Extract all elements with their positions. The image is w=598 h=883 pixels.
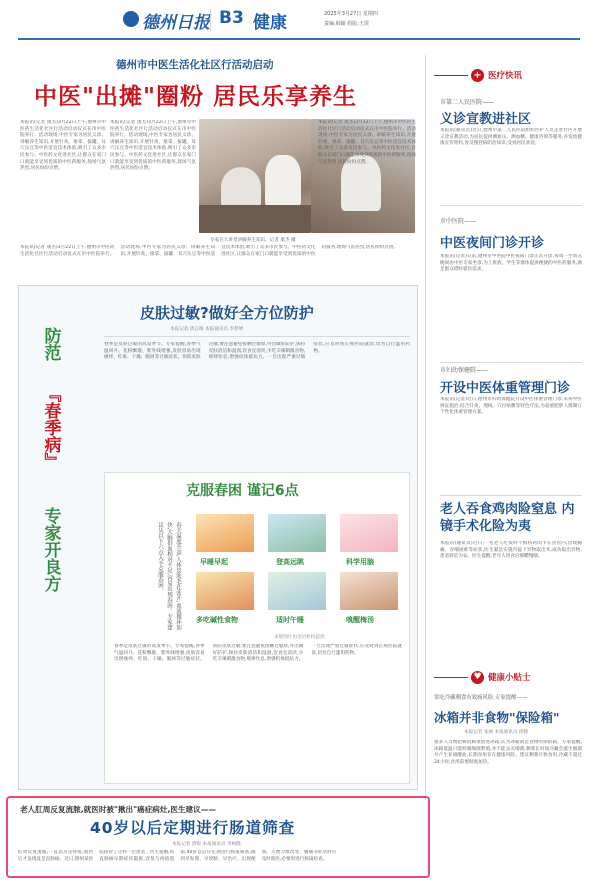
tip-byline: 本报记者 张丽 本报通讯员 徐晓 <box>464 730 529 735</box>
lead-kicker: 德州市中医生活化社区行活动启动 <box>116 59 274 71</box>
editor-line: 责编:韩颖 组版:王震 <box>324 21 369 27</box>
news2-kicker: 市中医院—— <box>440 218 477 225</box>
page-code: B3 <box>219 8 244 28</box>
news3-kicker: 市妇幼保健院—— <box>440 367 489 374</box>
masthead <box>0 0 598 44</box>
spring-vertical-1: 防范 <box>40 327 61 361</box>
tip-label-2: 登高远眺 <box>276 558 304 566</box>
tip-image-3 <box>340 514 398 552</box>
news3-body: 本报讯(记者)近日,德州市妇幼保健院开设中医体重管理门诊,采用中医辨证施治,结合针灸、埋线、穴位贴敷等特色疗法,为超重肥胖人群制订个性化体重管理方案。 <box>440 397 582 416</box>
tip-label-5: 适时午睡 <box>276 616 304 624</box>
section-name: 健康 <box>253 13 287 33</box>
bottom-byline: 本报记者 唐锐 本报通讯员 李树晓 <box>172 842 241 847</box>
spring-body: 春季是皮肤过敏的高发季节。专家提醒,春季气温回升、花粉飘散、紫外线增强,皮肤容易出现瘙痒、红斑、干燥、脱屑等过敏症状。预防皮肤过敏,要注意避免接触过敏原,外出做好防护,保持皮肤清洁和湿润,饮食宜清淡,少吃辛辣刺激食物,规律作息,增强机体抵抗力。一旦出现严重过敏症状,应及时到正规医院就诊,切勿自行滥用药物。 <box>104 342 410 361</box>
section-tag-block <box>434 68 582 84</box>
news2-body: 本报讯(记者)日前,德州市中医院中医夜间门诊正式开诊,每周一至周五晚间由中医专家坐诊,为上班族、学生等群体提供便捷的中医药服务,满足群众错时就医需求。 <box>440 254 582 273</box>
lead-body-col3: 本报讯(记者 康杰)3月22日上午,德州市中医药生活化社区行活动启动仪式在市中医院举行。活动现场,中医专家为居民义诊、讲解养生知识,开展针灸、推拿、拔罐、耳穴压豆等中医适宜技术体验,吸引了众多市民参与。中医药文化进社区,让群众在家门口就能享受到优质的中医药服务,现场气氛热烈,居民纷纷点赞。 <box>318 120 416 165</box>
spring-byline: 本报记者 唐志梅 本报通讯员 李梦婷 <box>170 327 244 332</box>
tip-label-4: 多吃碱性食物 <box>196 616 238 624</box>
lead-title: 中医"出摊"圈粉 居民乐享养生 <box>34 84 357 110</box>
lead-body-col2: 本报讯(记者 康杰)3月22日上午,德州市中医药生活化社区行活动启动仪式在市中医院举行。活动现场,中医专家为居民义诊、讲解养生知识,开展针灸、推拿、拔罐、耳穴压豆等中医适宜技术体验,吸引了众多市民参与。中医药文化进社区,让群众在家门口就能享受到优质的中医药服务,现场气氛热烈,居民纷纷点赞。 <box>110 120 196 172</box>
spring-vertical-banner <box>34 322 68 662</box>
masthead-divider <box>18 38 580 40</box>
date-line: 2025年3月27日 星期四 <box>324 11 378 17</box>
lead-photo-caption: 专家在大讲堂讲解养生知识。记者 康杰 摄 <box>210 238 296 243</box>
tip-image-1 <box>196 514 254 552</box>
cross-icon: + <box>471 69 484 82</box>
heart-icon: ♥ <box>471 671 484 684</box>
lead-body-col1: 本报讯(记者 康杰)3月22日上午,德州市中医药生活化社区行活动启动仪式在市中医院举行。活动现场,中医专家为居民义诊、讲解养生知识,开展针灸、推拿、拔罐、耳穴压豆等中医适宜技术体验,吸引了众多市民参与。中医药文化进社区,让群众在家门口就能享受到优质的中医药服务,现场气氛热烈,居民纷纷点赞。 <box>20 120 106 172</box>
tip-image-2 <box>268 514 326 552</box>
bottom-title: 40岁以后定期进行肠道筛查 <box>90 819 296 837</box>
section-tag-label: 医疗快讯 <box>488 71 523 81</box>
newspaper-emblem-icon <box>123 11 139 27</box>
news1-body: 本报讯(通讯员)近日,德州市第二人民医院组织医护人员走进社区开展义诊宣教活动,为居民提供测血压、测血糖、健康咨询等服务,并发放健康宣传资料,普及慢性病防治知识,受到居民欢迎。 <box>440 128 582 147</box>
news2-title: 中医夜间门诊开诊 <box>440 236 545 251</box>
tip-kicker: 常吃冷藏剩食有致癌风险,专家提醒—— <box>434 695 528 701</box>
lead-photo <box>199 119 311 233</box>
tip-tag-block <box>434 670 582 686</box>
spring-box-text: 春天温度升高,人体皮肤毛孔张开,血液循环加快,大脑供血相对不足,容易出现春困。专家建议从以下六点入手克服春困。 <box>157 522 181 630</box>
spring-title: 皮肤过敏?做好全方位防护 <box>140 304 314 322</box>
news3-title: 开设中医体重管理门诊 <box>440 381 571 396</box>
news4-body: 本报讯(通讯员)近日,一名老人吃饭时不慎将鸡肉卡在食管内,出现胸痛、吞咽困难等症状,医生紧急实施内镜下异物取出术,成功取出异物,患者转危为安。医生提醒,老年人进食应细嚼慢咽。 <box>440 541 582 560</box>
spring-box-source: 本版图片由受访机构提供 <box>274 635 325 640</box>
spring-box-body: 春季是皮肤过敏的高发季节。专家提醒,春季气温回升、花粉飘散、紫外线增强,皮肤容易出现瘙痒、红斑、干燥、脱屑等过敏症状。预防皮肤过敏,要注意避免接触过敏原,外出做好防护,保持皮肤清洁和湿润,饮食宜清淡,少吃辛辣刺激食物,规律作息,增强机体抵抗力。一旦出现严重过敏症状,应及时到正规医院就诊,切勿自行滥用药物。 <box>114 644 402 663</box>
lead-body-row: 本报讯(记者 康杰)3月22日上午,德州市中医药生活化社区行活动启动仪式在市中医院举行。活动现场,中医专家为居民义诊、讲解养生知识,开展针灸、推拿、拔罐、耳穴压豆等中医适宜技术体验,吸引了众多市民参与。中医药文化进社区,让群众在家门口就能享受到优质的中医药服务,现场气氛热烈,居民纷纷点赞。 <box>20 245 398 257</box>
news1-kicker: 市第二人民医院—— <box>440 99 495 106</box>
tip-image-4 <box>196 572 254 610</box>
spring-box-title: 克服春困 谨记6点 <box>186 483 299 499</box>
spring-vertical-3: 专家开良方 <box>40 506 61 592</box>
tip-label-3: 科学用脑 <box>346 558 374 566</box>
tip-tag-label: 健康小贴士 <box>488 673 531 683</box>
bottom-kicker: 老人肛周反复流脓,就医时被"揪出"癌症病灶,医生建议—— <box>20 805 216 814</box>
news1-title: 义诊宣教进社区 <box>440 112 532 127</box>
tip-title: 冰箱并非食物"保险箱" <box>434 710 560 725</box>
bottom-body: 肛周反复流脓,一直以为是痔疮,就医后才发现竟是直肠癌。近日,德州某医院接诊了这样一位患者。医生提醒,结直肠癌早期症状隐匿,容易与痔疮混淆,40岁以后应定期进行肠道筛查,做到早发现、早诊断、早治疗。出现便血、大便习惯改变、腹痛等症状时应及时就医,必要时进行肠镜检查。 <box>18 850 337 862</box>
tip-body: 很多人习惯把剩饭剩菜放进冰箱,认为冰箱就是食物的保险箱。专家提醒,冰箱低温只能抑制细菌繁殖,并不能杀灭细菌,剩菜长时间冷藏会滋生细菌并产生亚硝酸盐,长期食用存在健康风险。建议剩菜尽快食用,冷藏不超过24小时,食用前要彻底加热。 <box>434 740 582 765</box>
tip-label-6: 嗅醒梅汤 <box>346 616 374 624</box>
spring-vertical-2: 『春季病』 <box>40 384 61 470</box>
newspaper-logo: 德州日报 <box>142 13 210 33</box>
news4-title: 老人吞食鸡肉险窒息 内镜手术化险为夷 <box>440 502 575 534</box>
tip-image-5 <box>268 572 326 610</box>
tip-label-1: 早睡早起 <box>200 558 228 566</box>
tip-image-6 <box>340 572 398 610</box>
